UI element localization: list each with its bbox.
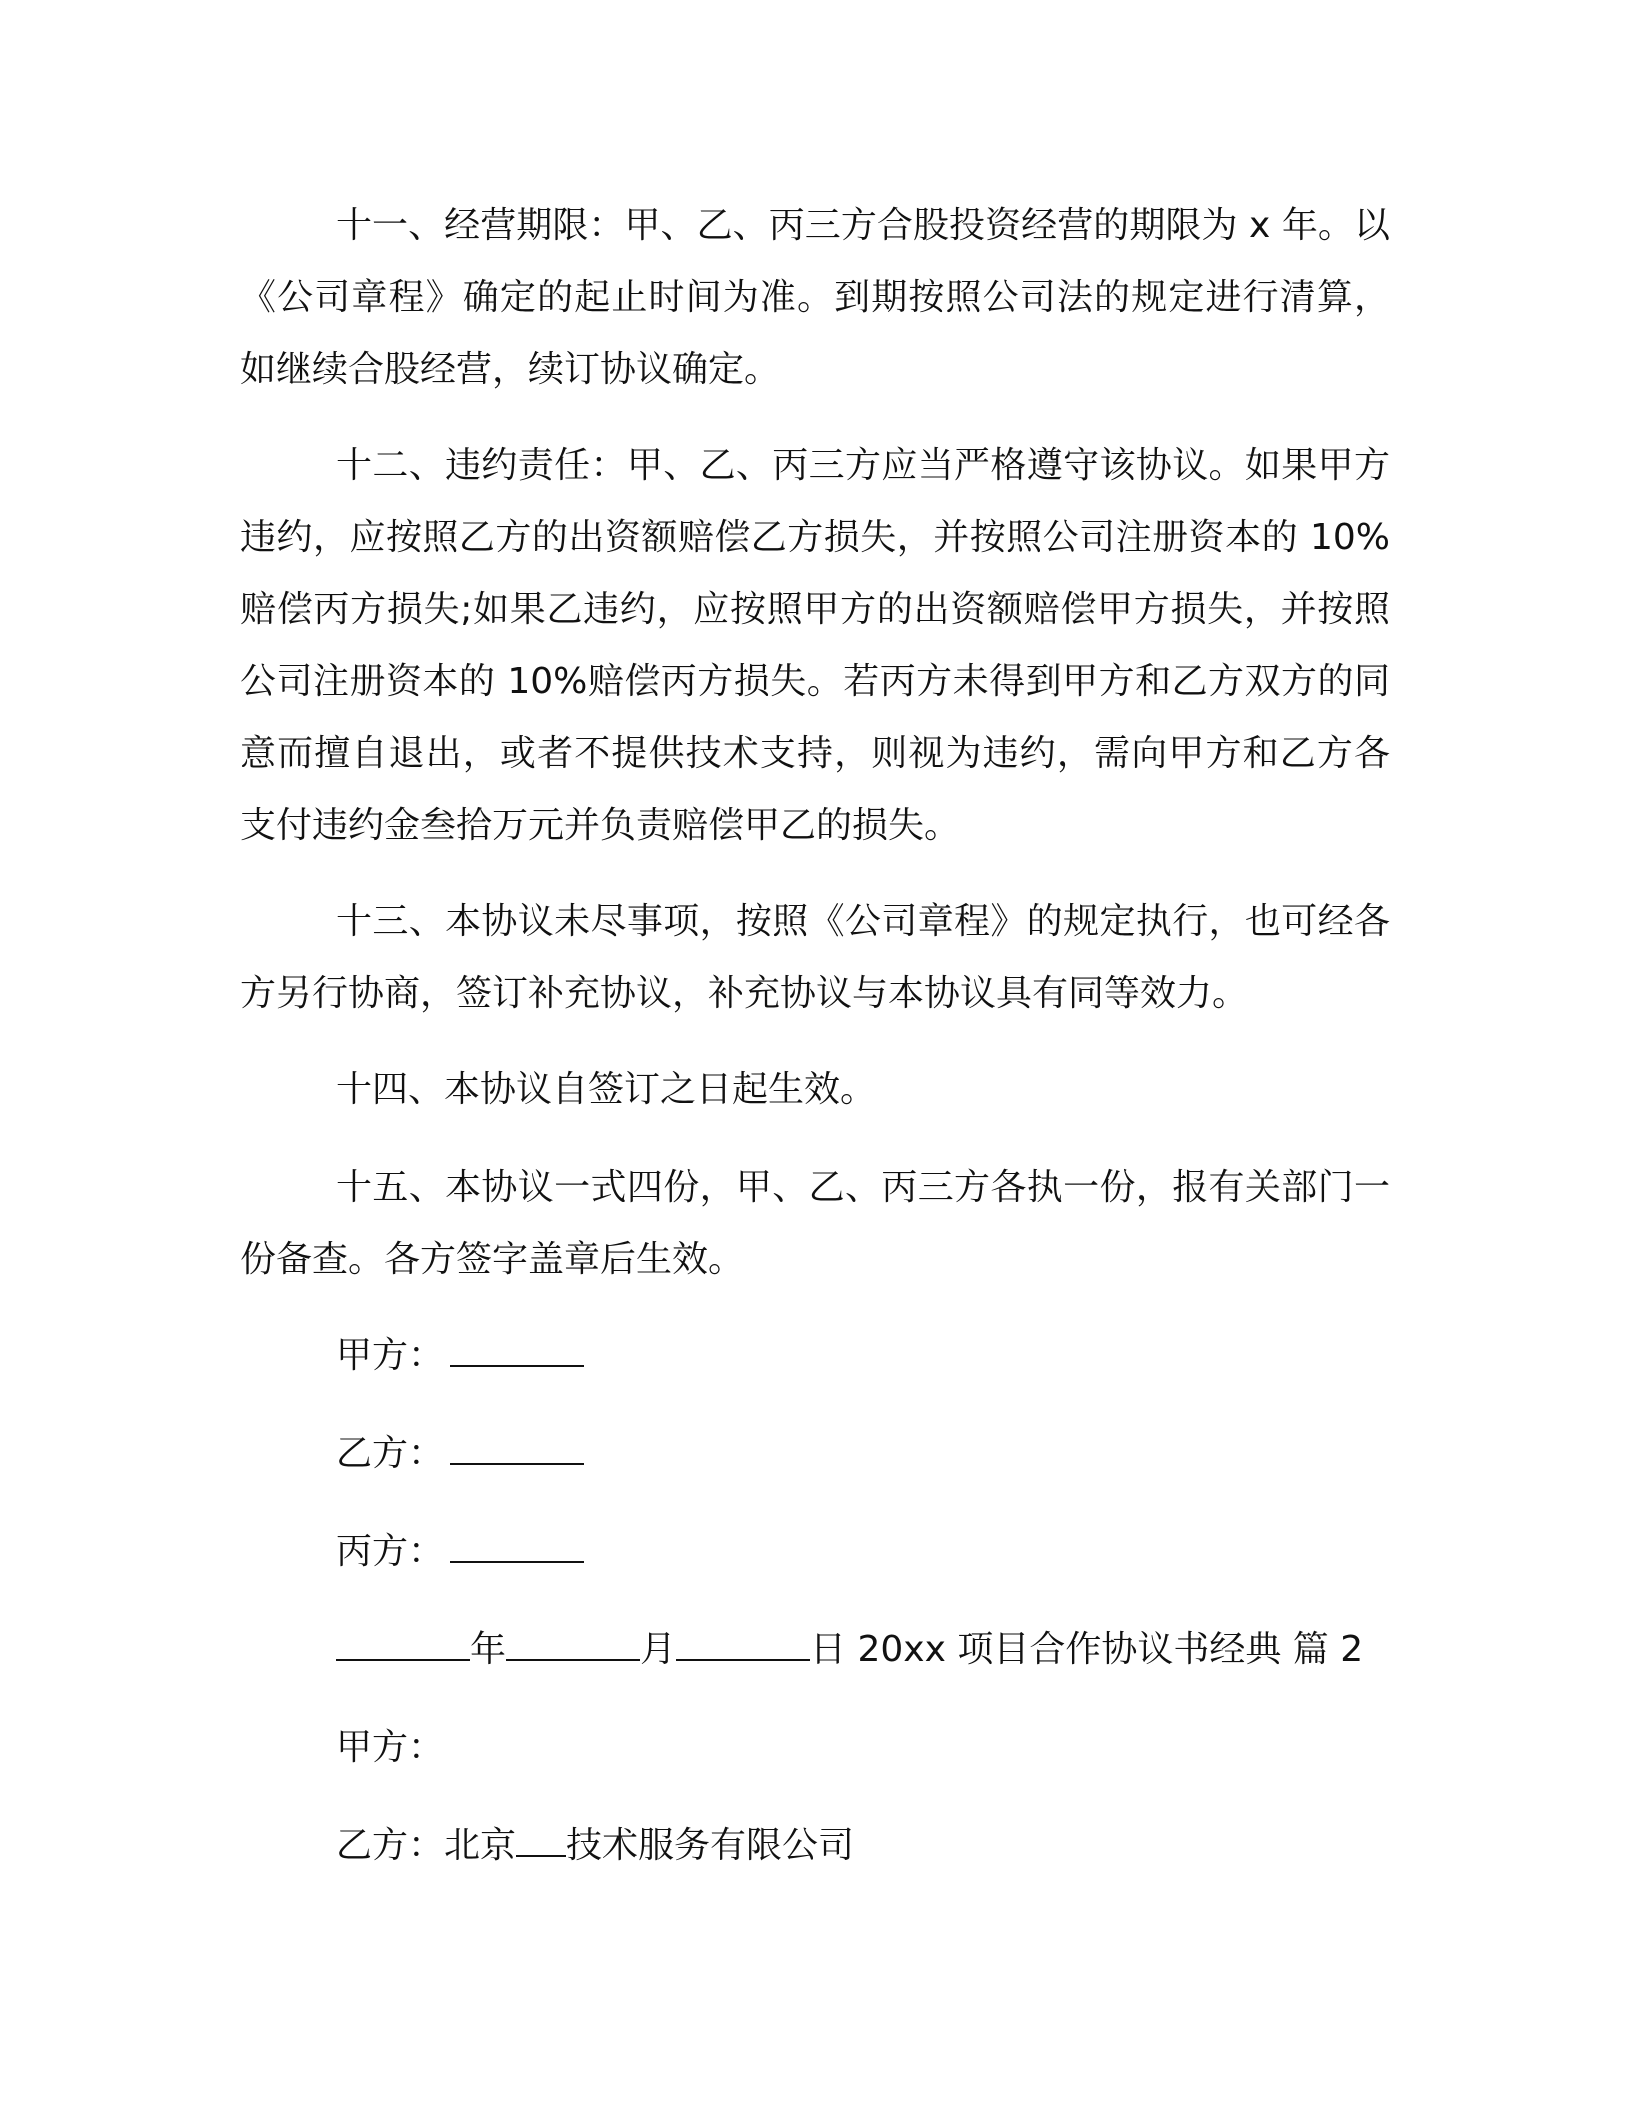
signature-line-party-b [336, 1418, 1390, 1490]
clause-11-paragraph: 十一、经营期限：甲、乙、丙三方合股投资经营的期限为 x 年。以《公司章程》确定的起止时间为准。到期按照公司法的规定进行清算，如继续合股经营，续订协议确定。 [240, 205, 1390, 390]
section2-party-b-line [336, 1810, 1390, 1882]
signature-label-party-c: 丙方： [336, 1531, 445, 1572]
signature-line-party-a [336, 1320, 1390, 1392]
signature-line-party-c [336, 1516, 1390, 1588]
clause-13-paragraph: 十三、本协议未尽事项，按照《公司章程》的规定执行，也可经各方另行协商，签订补充协议，补充协议与本协议具有同等效力。 [240, 901, 1390, 1014]
month-label: 月 [640, 1629, 677, 1670]
signature-label-party-b: 乙方： [336, 1433, 445, 1474]
section2-party-a-label: 甲方： [336, 1727, 445, 1768]
date-and-section-title-line [336, 1614, 1390, 1686]
year-label: 年 [470, 1629, 507, 1670]
section2-party-b-suffix: 技术服务有限公司 [566, 1825, 855, 1866]
month-blank [506, 1623, 640, 1661]
section2-party-b-prefix: 乙方：北京 [336, 1825, 517, 1866]
signature-blank-party-b [450, 1427, 584, 1465]
clause-14-paragraph: 十四、本协议自签订之日起生效。 [336, 1069, 877, 1110]
company-name-blank [516, 1819, 566, 1857]
day-blank [676, 1623, 810, 1661]
clause-15-paragraph: 十五、本协议一式四份，甲、乙、丙三方各执一份，报有关部门一份备查。各方签字盖章后生效。 [240, 1167, 1390, 1280]
day-and-section-title: 日 20xx 项目合作协议书经典 篇 2 [810, 1629, 1364, 1670]
signature-blank-party-a [450, 1329, 584, 1367]
document-body [240, 190, 1390, 1908]
clause-12-paragraph: 十二、违约责任：甲、乙、丙三方应当严格遵守该协议。如果甲方违约，应按照乙方的出资额赔偿乙方损失，并按照公司注册资本的 10%赔偿丙方损失;如果乙违约，应按照甲方的出资额赔偿甲方损失，并按照公司注册资本的 10%赔偿丙方损失。若丙方未得到甲方和乙方双方的同意而擅自退出，或者不提供技术支持，则视为违约，需向甲方和乙方各支付违约金叁拾万元并负责赔偿甲乙的损失。 [240, 445, 1390, 846]
signature-blank-party-c [450, 1525, 584, 1563]
section2-party-a-line [336, 1712, 1390, 1784]
year-blank [336, 1623, 470, 1661]
signature-label-party-a: 甲方： [336, 1335, 445, 1376]
